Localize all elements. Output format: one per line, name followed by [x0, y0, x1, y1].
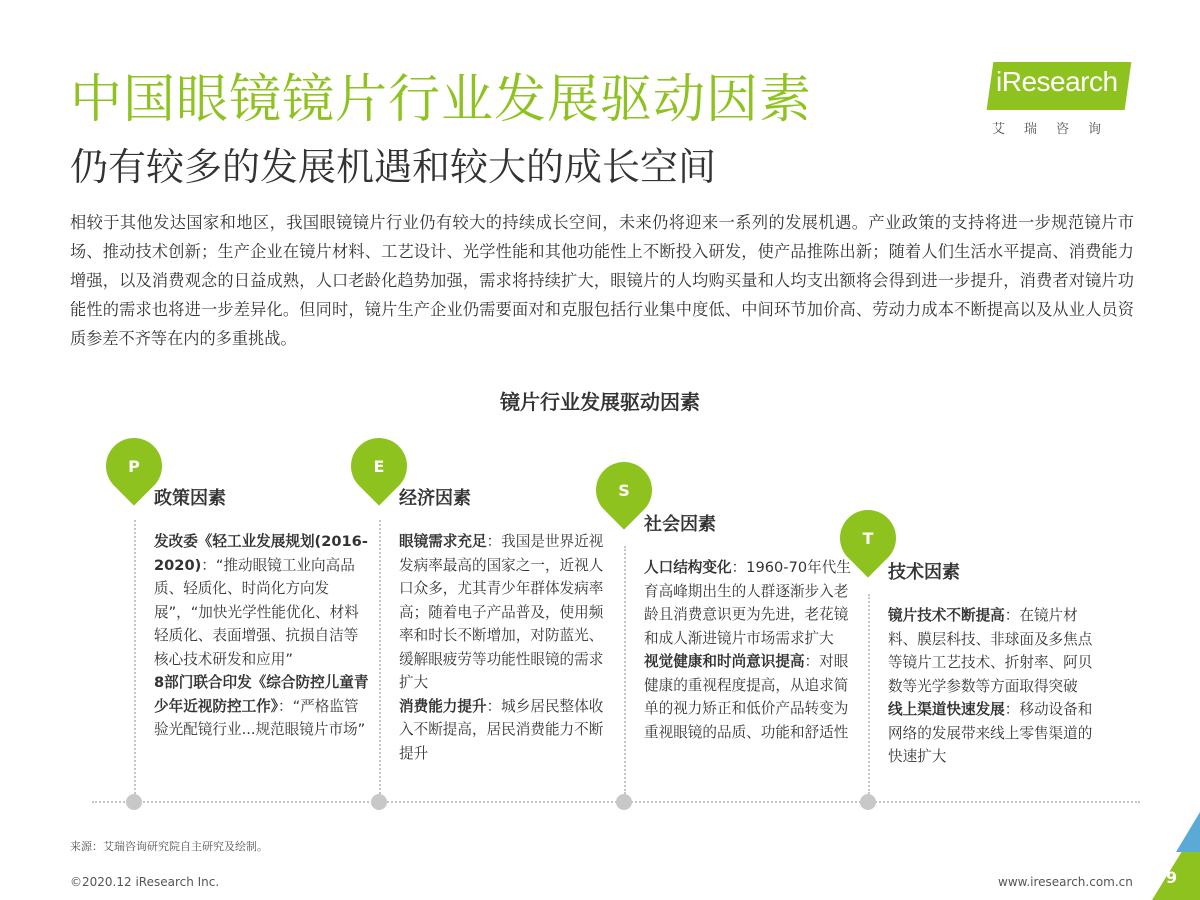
factor-description: [644, 556, 862, 744]
copyright: ©2020.12 iResearch Inc.: [70, 875, 220, 889]
timeline-dot: [616, 794, 632, 810]
page-title: 中国眼镜镜片行业发展驱动因素: [70, 70, 813, 130]
factor-block: 线上渠道快速发展：移动设备和网络的发展带来线上零售渠道的快速扩大: [888, 701, 1093, 765]
factor-letter: E: [373, 457, 385, 476]
timeline-dot: [860, 794, 876, 810]
website-link[interactable]: www.iresearch.com.cn: [998, 875, 1133, 889]
factor-block: 8部门联合印发《综合防控儿童青少年近视防控工作》：“严格监管验光配镜行业...规范眼镜片市场”: [154, 674, 369, 738]
factor-line: [624, 546, 626, 794]
page-subtitle: 仍有较多的发展机遇和较大的成长空间: [70, 145, 717, 189]
factor-block: 人口结构变化：1960-70年代生育高峰期出生的人群逐渐步入老龄且消费意识更为先进，老花镜和成人渐进镜片市场需求扩大: [644, 559, 851, 647]
factor-category: 经济因素: [399, 488, 471, 509]
iresearch-logo: [978, 52, 1158, 152]
factor-letter: P: [128, 457, 140, 476]
factor-letter: T: [862, 529, 874, 548]
page-number: 9: [1166, 868, 1178, 887]
timeline-dot: [126, 794, 142, 810]
factor-line: [134, 520, 136, 794]
factor-block: 消费能力提升：城乡居民整体收入不断提高，居民消费能力不断提升: [399, 697, 604, 762]
logo-wordmark: iResearch: [996, 66, 1118, 97]
source-note: 来源：艾瑞咨询研究院自主研究及绘制。: [70, 840, 268, 853]
factor-letter: S: [618, 481, 630, 500]
factor-block: 视觉健康和时尚意识提高：对眼健康的重视程度提高，从追求简单的视力矫正和低价产品转变为重视眼镜的品质、功能和舒适性: [644, 653, 849, 741]
factor-description: [888, 604, 1106, 769]
factor-line: [868, 594, 870, 794]
diagram-title: 镜片行业发展驱动因素: [500, 390, 700, 414]
factor-description: [154, 530, 372, 742]
factor-block: 镜片技术不断提高：在镜片材料、膜层科技、非球面及多焦点等镜片工艺技术、折射率、阿贝数等光学参数等方面取得突破: [888, 607, 1093, 695]
factor-block: 发改委《轻工业发展规划(2016-2020)：“推动眼镜工业向高品质、轻质化、时尚化方向发展”，“加快光学性能优化、材料轻质化、表面增强、抗损自洁等核心技术研发和应用”: [154, 533, 368, 668]
factor-line: [379, 520, 381, 794]
factor-description: [399, 530, 617, 765]
corner-decoration: [1176, 812, 1200, 852]
factor-category: 政策因素: [154, 488, 226, 509]
factor-category: 技术因素: [888, 562, 960, 583]
timeline-dot: [371, 794, 387, 810]
intro-paragraph: 相较于其他发达国家和地区，我国眼镜镜片行业仍有较大的持续成长空间，未来仍将迎来一系列的发展机遇。产业政策的支持将进一步规范镜片市场、推动技术创新；生产企业在镜片材料、工艺设计、光学性能和其他功能性上不断投入研发，使产品推陈出新；随着人们生活水平提高、消费能力增强，以及消费观念的日益成熟，人口老龄化趋势加强，需求将持续扩大，眼镜片的人均购买量和人均支出额将会得到进一步提升，消费者对镜片功能性的需求也将进一步差异化。但同时，镜片生产企业仍需要面对和克服包括行业集中度低、中间环节加价高、劳动力成本不断提高以及从业人员资质参差不齐等在内的多重挑战。: [70, 213, 1134, 348]
logo-subtitle: 艾瑞咨询: [992, 122, 1121, 137]
factor-block: 眼镜需求充足：我国是世界近视发病率最高的国家之一，近视人口众多，尤其青少年群体发病率高；随着电子产品普及，使用频率和时长不断增加，对防蓝光、缓解眼疲劳等功能性眼镜的需求扩大: [399, 533, 604, 691]
factor-category: 社会因素: [644, 514, 716, 535]
